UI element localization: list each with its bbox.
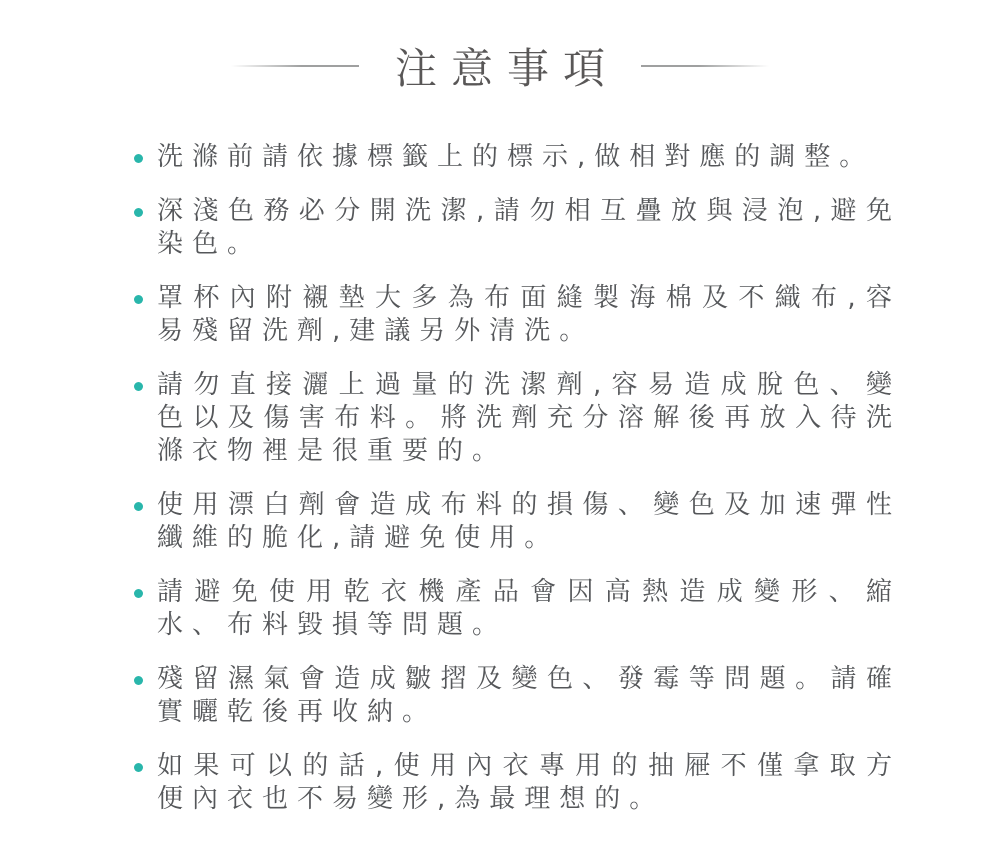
note-item (134, 663, 1000, 729)
title-divider-right-line (641, 65, 769, 67)
bullet-dot-icon (134, 208, 143, 217)
title-divider-left-line (231, 65, 359, 67)
bullet-dot-icon (134, 295, 143, 304)
bullet-dot-icon (134, 763, 143, 772)
note-text: 請避免使用乾衣機產品會因高熱造成變形、縮水、布料毀損等問題。 (157, 577, 901, 640)
note-text: 使用漂白劑會造成布料的損傷、變色及加速彈性纖維的脆化,請避免使用。 (157, 490, 901, 553)
note-text: 深淺色務必分開洗潔,請勿相互疊放與浸泡,避免染色。 (157, 196, 901, 259)
note-text: 殘留濕氣會造成皺摺及變色、發霉等問題。請確實曬乾後再收納。 (157, 664, 901, 727)
note-item (134, 282, 1000, 348)
bullet-dot-icon (134, 154, 143, 163)
note-item (134, 489, 1000, 555)
note-item (134, 576, 1000, 642)
note-item (134, 750, 1000, 816)
note-text: 請勿直接灑上過量的洗潔劑,容易造成脫色、變色以及傷害布料。將洗劑充分溶解後再放入待洗滌衣物裡是很重要的。 (157, 370, 901, 466)
notice-header (0, 36, 1000, 96)
bullet-dot-icon (134, 502, 143, 511)
note-item (134, 195, 1000, 261)
note-item (134, 141, 1000, 174)
note-text: 罩杯內附襯墊大多為布面縫製海棉及不織布,容易殘留洗劑,建議另外清洗。 (157, 283, 901, 346)
bullet-dot-icon (134, 382, 143, 391)
note-text: 洗滌前請依據標籤上的標示,做相對應的調整。 (157, 142, 875, 172)
note-item (134, 369, 1000, 468)
bullet-dot-icon (134, 589, 143, 598)
page-title: 注意事項 (394, 44, 619, 93)
notice-list (0, 141, 1000, 816)
note-text: 如果可以的話,使用內衣專用的抽屜不僅拿取方便內衣也不易變形,為最理想的。 (157, 751, 901, 814)
bullet-dot-icon (134, 676, 143, 685)
